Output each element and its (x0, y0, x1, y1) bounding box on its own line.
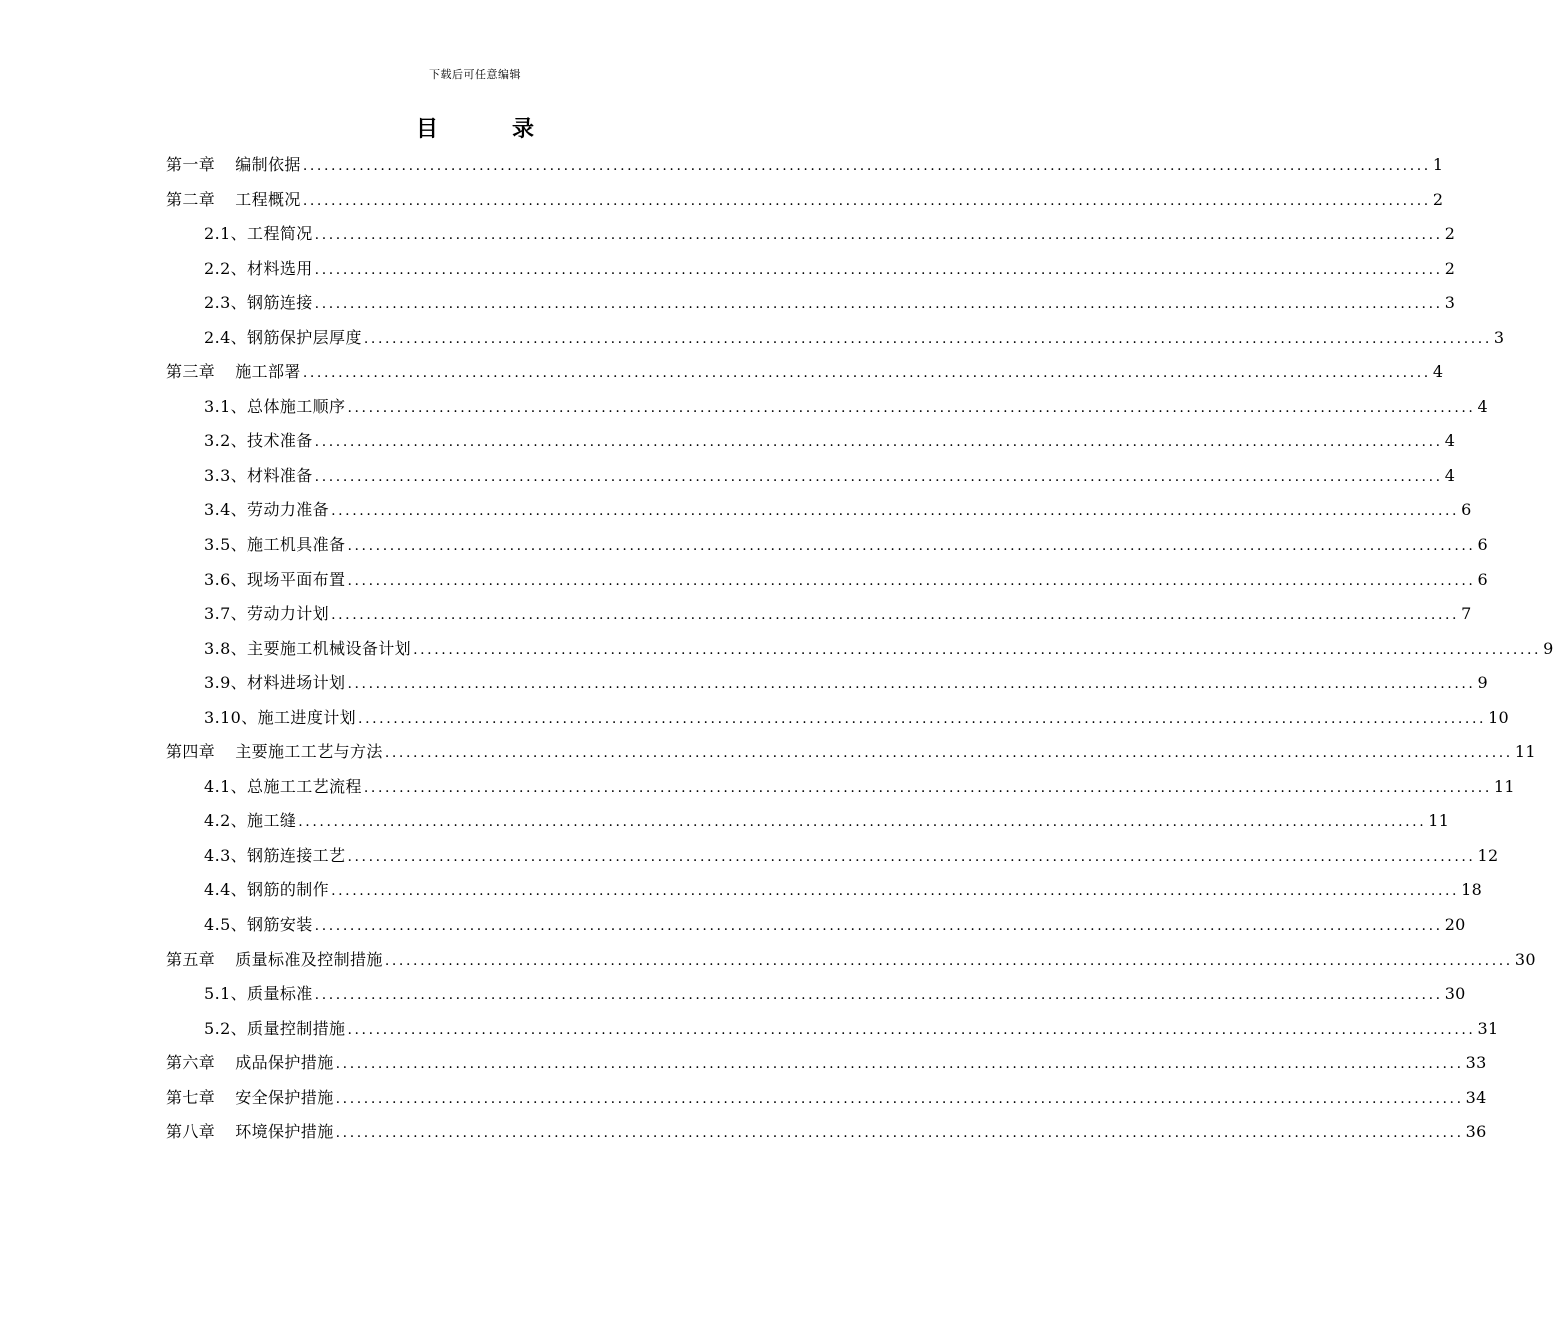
toc-entry-label (166, 148, 301, 183)
toc-entry-number: 3.2、 (204, 431, 248, 451)
toc-entry-label (204, 839, 345, 874)
toc-title-char-1: 目 (415, 116, 438, 142)
toc-dot-leader: ................................................................................................................................................................ (347, 572, 1476, 589)
toc-dot-leader: ................................................................................................................................................................ (335, 1125, 1464, 1142)
toc-section-row[interactable] (166, 286, 1456, 321)
toc-entry-number: 第一章 (166, 155, 216, 174)
toc-entry-number: 4.4、 (204, 880, 248, 900)
toc-entry-number: 3.4、 (204, 500, 248, 520)
toc-entry-label (204, 493, 329, 528)
toc-section-row[interactable] (166, 804, 1450, 839)
toc-entry-page: 11 (1428, 811, 1450, 831)
toc-entry-page: 34 (1465, 1087, 1487, 1107)
toc-entry-label (204, 390, 345, 425)
toc-chapter-row[interactable] (166, 1081, 1487, 1116)
toc-entry-label (166, 1081, 334, 1116)
toc-entry-page: 30 (1444, 984, 1466, 1004)
toc-entry-label (166, 355, 301, 390)
toc-chapter-row[interactable] (166, 1115, 1487, 1150)
toc-entry-number: 第四章 (166, 742, 216, 762)
toc-entry-page: 33 (1465, 1053, 1487, 1073)
toc-entry-label (204, 770, 362, 805)
toc-entry-number: 3.7、 (204, 604, 248, 624)
toc-entry-label (204, 977, 313, 1012)
toc-dot-leader: ................................................................................................................................................................ (314, 468, 1443, 485)
toc-section-row[interactable] (166, 493, 1472, 528)
toc-section-row[interactable] (166, 839, 1499, 874)
toc-entry-title: 施工部署 (235, 362, 301, 382)
toc-chapter-row[interactable] (166, 355, 1444, 390)
toc-entry-title: 工程概况 (235, 189, 301, 209)
toc-entry-number: 2.1、 (204, 224, 248, 244)
toc-entry-page: 18 (1461, 880, 1483, 900)
toc-entry-label (204, 666, 345, 701)
toc-entry-title: 技术准备 (247, 431, 313, 451)
toc-dot-leader: ................................................................................................................................................................ (384, 745, 1513, 762)
header-note: 下载后可任意编辑 (429, 68, 521, 81)
toc-entry-number: 3.6、 (204, 569, 248, 589)
toc-entry-number: 3.9、 (204, 673, 248, 693)
toc-dot-leader: ................................................................................................................................................................ (298, 814, 1427, 831)
toc-entry-page: 36 (1465, 1122, 1487, 1142)
toc-entry-title: 材料选用 (247, 258, 313, 278)
toc-entry-page: 6 (1477, 569, 1488, 589)
toc-entry-number: 3.1、 (204, 396, 248, 416)
toc-entry-label (204, 528, 345, 563)
toc-dot-leader: ................................................................................................................................................................ (314, 918, 1443, 935)
toc-section-row[interactable] (166, 424, 1456, 459)
toc-dot-leader: ................................................................................................................................................................ (314, 434, 1443, 451)
toc-dot-leader: ................................................................................................................................................................ (302, 158, 1431, 174)
toc-entry-label (204, 563, 345, 598)
toc-dot-leader: ................................................................................................................................................................ (331, 883, 1460, 900)
toc-entry-number: 3.8、 (204, 638, 248, 658)
toc-section-row[interactable] (166, 563, 1488, 598)
toc-entry-page: 4 (1444, 431, 1456, 451)
toc-entry-number: 第六章 (166, 1053, 216, 1073)
toc-section-row[interactable] (166, 701, 1510, 736)
toc-entry-title: 施工缝 (247, 811, 297, 831)
toc-entry-page: 31 (1477, 1018, 1499, 1038)
toc-chapter-row[interactable] (166, 148, 1444, 183)
toc-entry-title: 成品保护措施 (235, 1053, 334, 1073)
toc-entry-title: 主要施工工艺与方法 (235, 742, 383, 762)
toc-dot-leader: ................................................................................................................................................................ (314, 987, 1443, 1004)
toc-entry-page: 10 (1488, 707, 1510, 727)
toc-entry-label (204, 286, 313, 321)
toc-section-row[interactable] (166, 666, 1488, 701)
toc-entry-title: 材料进场计划 (247, 673, 346, 693)
toc-entry-page: 4 (1477, 396, 1488, 416)
toc-entry-page: 6 (1461, 500, 1472, 520)
toc-entry-page: 4 (1444, 465, 1456, 485)
toc-dot-leader: ................................................................................................................................................................ (331, 503, 1460, 520)
toc-entry-label (204, 908, 313, 943)
toc-section-row[interactable] (166, 459, 1456, 494)
toc-entry-number: 2.2、 (204, 258, 248, 278)
toc-entry-label (204, 804, 296, 839)
toc-entry-title: 总施工工艺流程 (247, 776, 362, 796)
toc-entry-title: 主要施工机械设备计划 (247, 638, 412, 658)
toc-entry-title: 材料准备 (247, 465, 313, 485)
toc-entry-page: 6 (1477, 535, 1488, 555)
toc-entry-number: 3.5、 (204, 535, 248, 555)
toc-dot-leader: ................................................................................................................................................................ (335, 1090, 1464, 1107)
toc-chapter-row[interactable] (166, 1046, 1487, 1081)
toc-entry-title: 环境保护措施 (235, 1122, 334, 1142)
toc-entry-number: 第五章 (166, 949, 216, 969)
toc-entry-label (204, 1012, 345, 1047)
toc-entry-page: 4 (1432, 362, 1444, 382)
toc-dot-leader: ................................................................................................................................................................ (314, 261, 1443, 278)
toc-section-row[interactable] (166, 252, 1456, 287)
toc-entry-title: 施工进度计划 (257, 707, 357, 727)
toc-title-char-2: 录 (512, 116, 535, 142)
toc-entry-label (204, 701, 356, 736)
toc-section-row[interactable] (166, 217, 1456, 252)
toc-dot-leader: ................................................................................................................................................................ (347, 538, 1476, 555)
toc-entry-number: 第二章 (166, 189, 216, 209)
toc-entry-title: 工程简况 (247, 224, 313, 244)
toc-dot-leader: ................................................................................................................................................................ (384, 952, 1513, 969)
toc-entry-title: 质量标准 (247, 984, 313, 1004)
toc-entry-page: 9 (1477, 673, 1488, 693)
toc-dot-leader: ................................................................................................................................................................ (347, 676, 1476, 693)
toc-entry-number: 2.3、 (204, 293, 248, 313)
toc-entry-title: 钢筋保护层厚度 (247, 327, 362, 347)
toc-entry-page: 7 (1461, 604, 1472, 624)
toc-entry-page: 11 (1514, 742, 1536, 762)
toc-entry-number: 4.1、 (204, 776, 248, 796)
toc-section-row[interactable] (166, 632, 1554, 667)
toc-dot-leader: ................................................................................................................................................................ (363, 330, 1492, 347)
toc-entry-title: 现场平面布置 (247, 569, 346, 589)
toc-entry-label (166, 1046, 334, 1081)
toc-section-row[interactable] (166, 390, 1488, 425)
toc-dot-leader: ................................................................................................................................................................ (413, 641, 1542, 658)
toc-title (0, 112, 950, 143)
toc-entry-label (166, 943, 383, 978)
toc-entry-number: 第八章 (166, 1122, 216, 1142)
toc-entry-title: 钢筋的制作 (247, 880, 330, 900)
toc-list (166, 148, 1554, 1150)
toc-entry-title: 钢筋安装 (247, 915, 313, 935)
toc-dot-leader: ................................................................................................................................................................ (347, 848, 1476, 865)
toc-entry-number: 2.4、 (204, 327, 248, 347)
toc-entry-page: 2 (1432, 189, 1444, 209)
toc-entry-title: 质量控制措施 (247, 1018, 346, 1038)
toc-entry-number: 3.3、 (204, 465, 248, 485)
toc-entry-page: 9 (1543, 638, 1554, 658)
toc-entry-number: 4.3、 (204, 845, 248, 865)
toc-entry-title: 钢筋连接工艺 (247, 845, 346, 865)
toc-dot-leader: ................................................................................................................................................................ (314, 296, 1443, 313)
toc-section-row[interactable] (166, 977, 1466, 1012)
toc-section-row[interactable] (166, 873, 1483, 908)
toc-entry-label (166, 735, 383, 770)
toc-dot-leader: ................................................................................................................................................................ (302, 365, 1431, 382)
toc-entry-page: 12 (1477, 845, 1499, 865)
toc-entry-number: 第七章 (166, 1087, 216, 1107)
toc-section-row[interactable] (166, 1012, 1499, 1047)
toc-entry-label (204, 217, 313, 252)
toc-entry-title: 编制依据 (235, 155, 301, 174)
toc-entry-page: 3 (1493, 327, 1505, 347)
toc-entry-label (166, 1115, 334, 1150)
toc-section-row[interactable] (166, 770, 1515, 805)
toc-entry-title: 质量标准及控制措施 (235, 949, 383, 969)
toc-dot-leader: ................................................................................................................................................................ (314, 227, 1443, 244)
toc-entry-page: 3 (1444, 293, 1456, 313)
toc-entry-page: 2 (1444, 258, 1456, 278)
toc-entry-number: 第三章 (166, 362, 216, 382)
toc-entry-label (204, 424, 313, 459)
toc-entry-label (204, 597, 329, 632)
toc-entry-page: 2 (1444, 224, 1456, 244)
toc-entry-label (204, 459, 313, 494)
toc-chapter-row[interactable] (166, 943, 1536, 978)
toc-entry-number: 4.2、 (204, 811, 248, 831)
toc-dot-leader: ................................................................................................................................................................ (331, 607, 1460, 624)
toc-section-row[interactable] (166, 597, 1472, 632)
toc-entry-number: 4.5、 (204, 915, 248, 935)
toc-dot-leader: ................................................................................................................................................................ (347, 1021, 1476, 1038)
toc-entry-label (204, 873, 329, 908)
toc-entry-page: 20 (1444, 915, 1466, 935)
toc-dot-leader: ................................................................................................................................................................ (358, 710, 1487, 727)
toc-entry-number: 5.1、 (204, 984, 248, 1004)
toc-entry-label (204, 321, 362, 356)
toc-entry-page: 1 (1432, 155, 1444, 174)
toc-chapter-row[interactable] (166, 183, 1444, 218)
toc-dot-leader: ................................................................................................................................................................ (335, 1056, 1464, 1073)
toc-section-row[interactable] (166, 908, 1466, 943)
toc-entry-page: 11 (1493, 776, 1515, 796)
toc-entry-number: 3.10、 (204, 707, 258, 727)
toc-entry-label (204, 632, 411, 667)
toc-chapter-row[interactable] (166, 735, 1536, 770)
toc-dot-leader: ................................................................................................................................................................ (302, 192, 1431, 209)
toc-entry-title: 劳动力计划 (247, 604, 330, 624)
toc-entry-title: 安全保护措施 (235, 1087, 334, 1107)
toc-section-row[interactable] (166, 321, 1505, 356)
toc-entry-title: 劳动力准备 (247, 500, 330, 520)
toc-entry-page: 30 (1514, 949, 1536, 969)
toc-entry-title: 施工机具准备 (247, 535, 346, 555)
toc-dot-leader: ................................................................................................................................................................ (347, 399, 1476, 416)
toc-entry-title: 总体施工顺序 (247, 396, 346, 416)
toc-entry-label (204, 252, 313, 287)
toc-entry-title: 钢筋连接 (247, 293, 313, 313)
toc-section-row[interactable] (166, 528, 1488, 563)
toc-entry-number: 5.2、 (204, 1018, 248, 1038)
toc-dot-leader: ................................................................................................................................................................ (363, 779, 1492, 796)
toc-entry-label (166, 183, 301, 218)
